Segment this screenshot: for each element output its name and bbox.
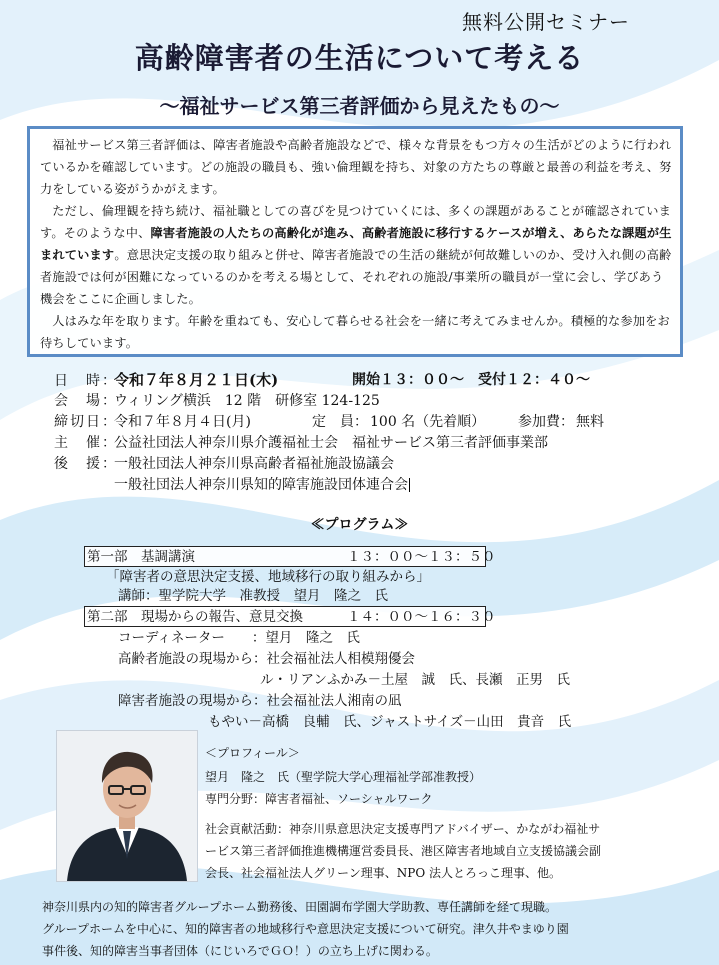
text-cursor bbox=[409, 478, 410, 492]
support-row-2 bbox=[114, 475, 410, 496]
venue-label: 会 場： bbox=[54, 393, 118, 409]
profile-bio bbox=[42, 896, 702, 962]
date-row bbox=[54, 370, 590, 391]
profile-activity-2: ービス第三者評価推進機構運営委員長、港区障害者地域自立支援協議会副 bbox=[205, 844, 602, 858]
speaker-photo bbox=[56, 730, 198, 882]
page-subtitle: ～福祉サービス第三者評価から見えたもの～ bbox=[159, 94, 560, 118]
part2-header bbox=[84, 606, 496, 627]
capacity-value: 100 名（先着順） bbox=[370, 414, 486, 430]
date-value: 令和７年８月２１日(木) bbox=[114, 371, 279, 389]
speaker-photo-image bbox=[57, 731, 197, 881]
coordinator: コーディネーター ：望月 隆之 氏 bbox=[118, 630, 360, 646]
part1-header bbox=[84, 546, 496, 567]
profile-section bbox=[205, 746, 675, 888]
program-heading: ≪プログラム≫ bbox=[310, 517, 409, 533]
host-value: 公益社団法人神奈川県介護福祉士会 福祉サービス第三者評価事業部 bbox=[114, 435, 548, 451]
venue-value: ウィリング横浜 12 階 研修室 124-125 bbox=[114, 393, 380, 409]
host-label: 主 催： bbox=[54, 435, 118, 451]
fee-value: 無料 bbox=[576, 414, 604, 430]
event-info bbox=[54, 370, 694, 510]
bio-line-2: グループホームを中心に、知的障害者の地域移行や意思決定支援について研究。津久井やまゆり園 bbox=[42, 922, 569, 936]
part1-time: １３：００～１３：５０ bbox=[347, 549, 496, 565]
intro-paragraph-3: 人はみな年を取ります。年齢を重ねても、安心して暮らせる社会を一緒に考えてみませんか。積極的な参加をお待ちしています。 bbox=[40, 314, 670, 350]
seminar-label: 無料公開セミナー bbox=[462, 10, 630, 34]
venue-row bbox=[54, 391, 380, 412]
capacity-label: 定 員： bbox=[312, 414, 368, 430]
intro-p2-a: ただし、倫理観を持ち続け、福祉職としての喜びを見つけていくには、多くの課題があることが確認されています。そのような中、 bbox=[40, 204, 672, 240]
support-row bbox=[54, 454, 394, 475]
support-value-2: 一般社団法人神奈川県知的障害施設団体連合会 bbox=[114, 477, 408, 493]
part1-lecturer: 講師：聖学院大学 准教授 望月 隆之 氏 bbox=[118, 588, 388, 604]
part2-time: １４：００～１６：３０ bbox=[347, 609, 496, 625]
intro-paragraph-2 bbox=[40, 200, 672, 310]
part1-title: 第一部 基調講演 bbox=[87, 549, 195, 565]
program-section bbox=[84, 546, 644, 730]
support-label: 後 援： bbox=[54, 456, 118, 472]
profile-field: 専門分野：障害者福祉、ソーシャルワーク bbox=[205, 792, 433, 806]
elderly-people: ル・リアンふかみ－土屋 誠 氏、長瀬 正男 氏 bbox=[260, 672, 570, 688]
profile-activity-1: 社会貢献活動：神奈川県意思決定支援専門アドバイザー、かながわ福祉サ bbox=[205, 822, 601, 836]
deadline-label: 締切日： bbox=[54, 414, 118, 430]
intro-paragraph-1: 福祉サービス第三者評価は、障害者施設や高齢者施設などで、様々な背景をもつ方々の生活がどのように行われているかを確認しています。どの施設の職員も、強い倫理観を持ち、対象の方たちの尊厳と最善の利益を考え、努力をしている姿がうかがえます。 bbox=[40, 138, 672, 196]
intro-p2-b: 。意思決定支援の取り組みと併せ、障害者施設での生活の継続が何故難しいのか、受け入れ側の高齢者施設では何が困難になっているのかを考える場として、それぞれの施設/事業所の職員が一堂に会し、学びあう機会をここに企画しました。 bbox=[40, 248, 672, 306]
elderly-site: 高齢者施設の現場から：社会福祉法人相模翔優会 bbox=[118, 651, 415, 667]
profile-heading: ＜プロフィール＞ bbox=[205, 746, 300, 760]
deadline-row bbox=[54, 412, 604, 433]
fee-label: 参加費： bbox=[518, 414, 574, 430]
time-value: 開始１３：００～ 受付１２：４０～ bbox=[352, 372, 590, 388]
part1-topic: 「障害者の意思決定支援、地域移行の取り組みから」 bbox=[106, 569, 430, 585]
disabled-people: もやい－高橋 良輔 氏、ジャストサイズ－山田 貴音 氏 bbox=[208, 714, 572, 730]
disabled-site: 障害者施設の現場から：社会福祉法人湘南の凪 bbox=[118, 693, 402, 709]
part2-title: 第二部 現場からの報告、意見交換 bbox=[87, 609, 303, 625]
bio-line-3: 事件後、知的障害当事者団体（にじいろでＧＯ！）の立ち上げに関わる。 bbox=[42, 944, 438, 958]
page-title: 高齢障害者の生活について考える bbox=[134, 41, 585, 75]
intro-p2-bold: 障害者施設の人たちの高齢化が進み、高齢者施設に移行するケースが増え、あらたな課題が生まれています bbox=[40, 226, 672, 262]
profile-activity-3: 会長、社会福祉法人グリーン理事、NPO 法人とろっこ理事、他。 bbox=[205, 866, 561, 880]
host-row bbox=[54, 433, 548, 454]
intro-box bbox=[27, 126, 683, 357]
date-label: 日 時： bbox=[54, 373, 118, 389]
bio-line-1: 神奈川県内の知的障害者グループホーム勤務後、田園調布学園大学助教、専任講師を経て現職。 bbox=[42, 900, 558, 914]
deadline-value: 令和７年８月４日(月) bbox=[114, 414, 251, 430]
support-value-1: 一般社団法人神奈川県高齢者福祉施設協議会 bbox=[114, 456, 394, 472]
profile-name: 望月 隆之 氏（聖学院大学心理福祉学部准教授） bbox=[205, 770, 482, 784]
